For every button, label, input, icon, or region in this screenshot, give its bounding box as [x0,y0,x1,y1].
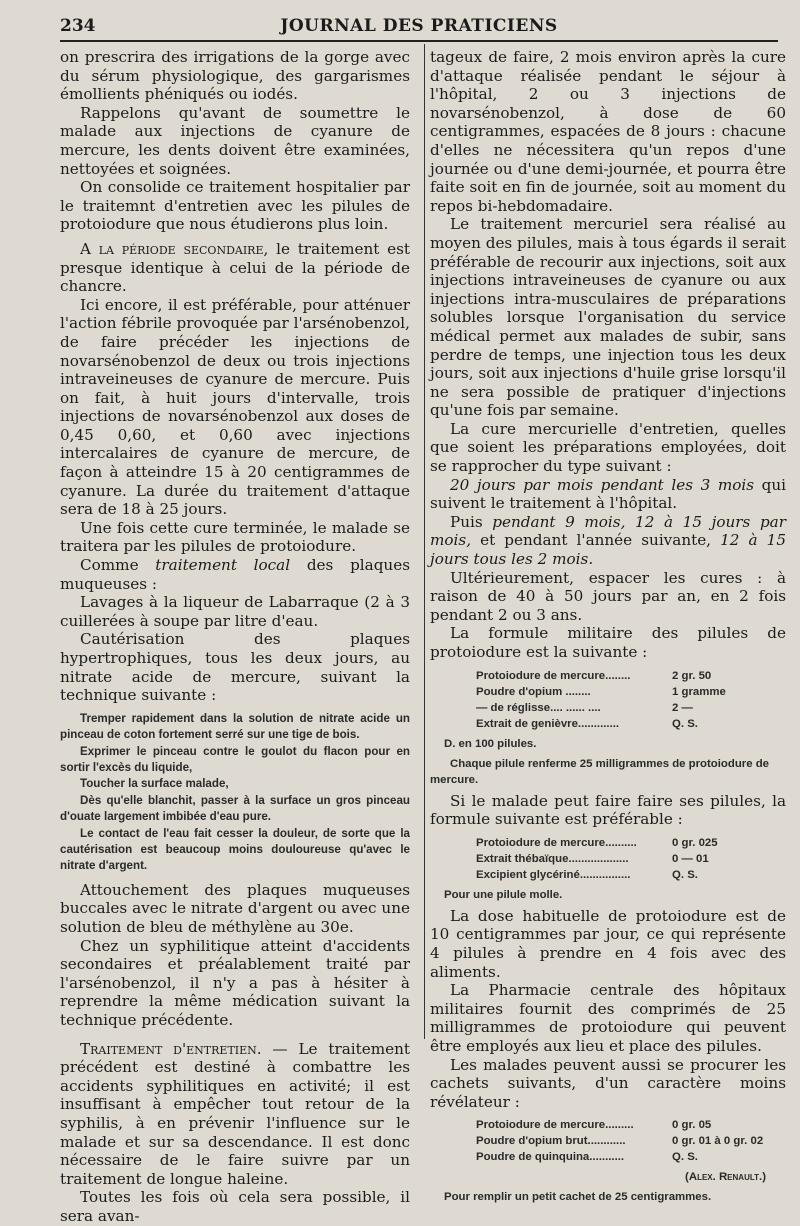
prescription-cachets [476,1117,786,1165]
ingredient: Protoiodure de mercure......... [476,1119,634,1132]
prescription-military [476,668,786,732]
quantity: 0 gr. 025 [672,836,718,849]
paragraph: Lavages à la liqueur de Labarraque (2 à 3 cuillerées à soupe par litre d'eau. [60,593,410,630]
technique-step: Toucher la surface malade, [80,777,229,791]
header-rule [60,40,778,42]
quantity: 0 gr. 01 à 0 gr. 02 [672,1135,764,1148]
paragraph: On consolide ce traitement hospitalier par le traitemnt d'entretien avec les pilules de protoiodure que nous étudierons plus loin. [60,178,410,234]
paragraph-text: qui suivent le traitement à l'hôpital. [430,475,786,513]
ingredient: Poudre d'opium brut............ [476,1135,626,1148]
ingredient: — de réglisse.... ...... .... [476,701,601,714]
left-column [60,48,410,1226]
paragraph: Les malades peuvent aussi se procurer les cachets suivants, d'un caractère moins révélateur : [430,1055,786,1111]
paragraph: Attouchement des plaques muqueuses buccales avec le nitrate d'argent ou avec une solution de bleu de méthylène au 30e. [60,880,410,937]
paragraph: La cure mercurielle d'entretien, quelles que soient les préparations employées, doit se rapprocher du type suivant : [430,419,786,476]
paragraph-text: le traitement est presque identique à celui de la période de chancre. [60,239,411,296]
prescription-note: D. en 100 pilules. [444,737,537,750]
paragraph [60,240,410,296]
right-column [430,48,786,1209]
paragraph: Cautérisation des plaques hypertrophiques, tous les deux jours, au nitrate acide de mercure, suivant la technique suivante : [60,630,410,705]
prescription-note: Pour une pilule molle. [444,888,563,901]
paragraph: La formule militaire des pilules de protoiodure est la suivante : [430,624,786,661]
attribution: (Alex. Renault.) [685,1171,766,1184]
prescription-note: Chaque pilule renferme 25 milligrammes de protoiodure de mercure. [430,757,770,786]
technique-step: Exprimer le pinceau contre le goulot du flacon pour en sortir l'excès du liquide, [60,744,410,774]
italic-text: 20 jours par mois pendant les 3 mois [450,475,755,494]
italic-text: traitement local [155,556,291,575]
italic-text: pendant 9 mois, 12 à 15 jours par mois, [430,512,786,550]
prescription-row [476,867,786,883]
prescription-row [476,684,786,700]
paragraph: Le traitement mercuriel sera réalisé au moyen des pilules, mais à tous égards il serait préférable de recourir aux injections, soit aux injections intraveineuses de cyanure ou aux injections intra-musculaires de préparations solubles lorsque l'organisation du service médical permet aux malades de subir, sans perdre de temps, une injection tous les deux jours, soit aux injections d'huile grise lorsqu'il ne sera possible de pratiquer d'injections qu'une fois par semaine. [430,215,787,420]
paragraph [430,513,786,569]
quantity: Q. S. [672,1151,698,1164]
paragraph-text: et pendant l'année suivante, [471,531,721,550]
running-title: JOURNAL DES PRATICIENS [280,16,558,36]
quantity: 0 gr. 05 [672,1119,712,1132]
section-lead: A la période secondaire, [80,239,269,258]
prescription-row [476,668,786,684]
italic-text: 12 à 15 jours tous les 2 mois. [430,531,786,569]
prescription-soft-pill [476,835,786,883]
paragraph: Chez un syphilitique atteint d'accidents secondaires et préalablement traité par l'arsénobenzol, il n'y a pas à hésiter à reprendre la même médication suivant la technique précédente. [60,936,410,1029]
quantity: Q. S. [672,717,698,730]
prescription-row [476,1133,786,1149]
ingredient: Extrait de genièvre............. [476,717,620,730]
paragraph: Rappelons qu'avant de soumettre le malade aux injections de cyanure de mercure, les dents doivent être examinées, nettoyées et soignées. [60,103,410,178]
technique-step: Dès qu'elle blanchit, passer à la surface un gros pinceau d'ouate largement imbibée d'eau pure. [60,793,410,824]
quantity: 2 — [672,701,693,714]
quantity: 1 gramme [672,685,726,698]
paragraph-text: des plaques muqueuses : [60,556,410,593]
prescription-row [476,851,786,867]
section-lead: Traitement d'entretien. [80,1039,262,1058]
paragraph [60,1040,410,1189]
quantity: Q. S. [672,868,698,881]
quantity: 2 gr. 50 [672,669,712,682]
paragraph: La Pharmacie centrale des hôpitaux militaires fournit des comprimés de 25 milligrammes de protoiodure qui peuvent être employés aux lieu et place des pilules. [430,981,786,1055]
paragraph: Ultérieurement, espacer les cures : à raison de 40 à 50 jours par an, en 2 fois pendant 2 ou 3 ans. [430,568,786,624]
prescription-row [476,1117,786,1133]
prescription-row [476,835,786,851]
page-number: 234 [60,16,96,36]
prescription-note: Pour remplir un petit cachet de 25 centigrammes. [444,1191,712,1204]
paragraph: La dose habituelle de protoiodure est de 10 centigrammes par jour, ce qui représente 4 pilules à prendre en 4 fois avec des aliments. [430,906,786,981]
paragraph: Toutes les fois où cela sera possible, il sera avan- [60,1188,410,1225]
technique-step: Tremper rapidement dans la solution de nitrate acide un pinceau de coton fortement serré sur une tige de bois. [60,711,410,742]
quantity: 0 — 01 [672,852,709,865]
page-header [60,12,778,42]
technique-step: Le contact de l'eau fait cesser la douleur, de sorte que la cautérisation est beaucoup moins douloureuse qu'avec le nitrate d'argent. [60,826,410,873]
ingredient: Protoiodure de mercure.......... [476,836,637,849]
technique-steps [60,711,410,875]
paragraph-text: — Le traitement précédent est destiné à combattre les accidents syphilitiques en activité; il est insuffisant à empêcher tout retour de la syphilis, à en prévenir l'influence sur le malade et sur sa descendance. Il est donc nécessaire de le faire suivre par un traitement de longue haleine. [60,1039,410,1188]
paragraph-text: Comme [80,556,156,575]
paragraph: on prescrira des irrigations de la gorge avec du sérum physiologique, des gargarismes émollients phéniqués ou iodés. [60,48,410,104]
paragraph [430,476,786,513]
ingredient: Protoiodure de mercure........ [476,669,631,682]
column-divider [424,44,425,1039]
prescription-row [476,716,786,732]
paragraph: Ici encore, il est préférable, pour atténuer l'action fébrile provoquée par l'arsénobenzol, de faire précéder les injections de novarsénobenzol de deux ou trois injections intraveineuses de cyanure de mercure. Puis on fait, à huit jours d'intervalle, trois injections de novarsénobenzol aux doses de 0,45 0,60, et 0,60 avec injections intercalaires de cyanure de mercure, de façon à atteindre 15 à 20 centigrammes de cyanure. La durée du traitement d'attaque sera de 18 à 25 jours. [60,295,410,519]
paragraph: Une fois cette cure terminée, le malade se traitera par les pilules de protoiodure. [60,518,410,556]
paragraph-text: Puis [450,512,493,531]
paragraph [60,556,410,593]
ingredient: Poudre de quinquina........... [476,1151,625,1164]
paragraph: Si le malade peut faire faire ses pilules, la formule suivante est préférable : [430,791,786,829]
prescription-row [476,1149,786,1165]
prescription-row [476,700,786,716]
ingredient: Extrait thébaïque................... [476,852,629,865]
ingredient: Excipient glycériné................ [476,868,631,881]
paragraph: tageux de faire, 2 mois environ après la cure d'attaque réalisée pendant le séjour à l'hôpital, 2 ou 3 injections de novarsénobenzol, à dose de 60 centigrammes, espacées de 8 jours : chacune d'elles ne nécessitera qu'un repos d'une journée ou d'une demi-journée, et pourra être faite soit en fin de journée, soit au moment du repos bi-hebdomadaire. [430,48,786,215]
ingredient: Poudre d'opium ........ [476,685,591,698]
